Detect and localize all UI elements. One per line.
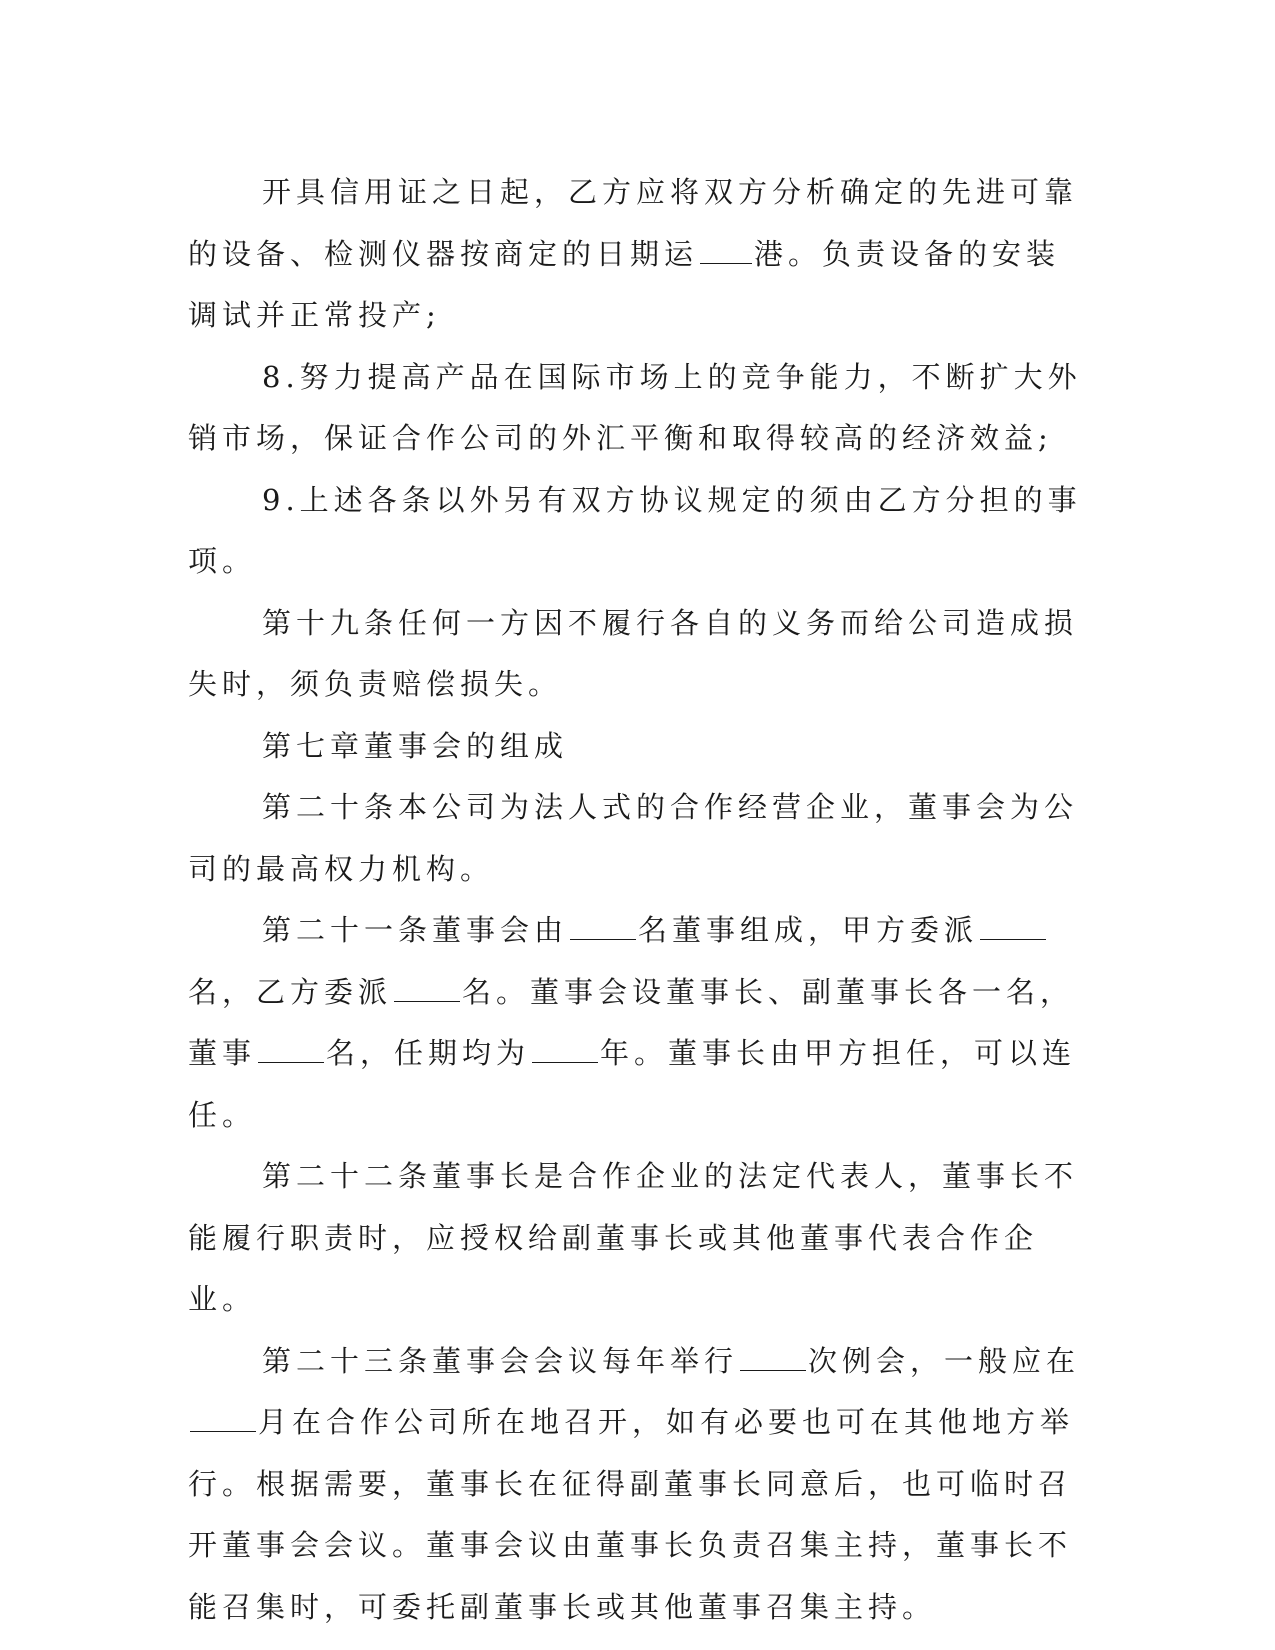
blank-field — [980, 913, 1046, 940]
text: 名。董事会设董事长、副董事长各一名，董事 — [188, 974, 1075, 1070]
text: 名，乙方委派 — [188, 974, 393, 1009]
blank-field — [394, 975, 460, 1002]
paragraph-item-8: 8.努力提高产品在国际市场上的竞争能力，不断扩大外销市场，保证合作公司的外汇平衡和取得较高的经济效益; — [188, 359, 1082, 455]
paragraph-article-23 — [188, 1331, 1083, 1639]
text: 月在合作公司所在地召开，如有必要也可在其他地方举行。根据需要，董事长在征得副董事长同意后，也可临时召开董事会会议。董事会议由董事长负责召集主持，董事长不能召集时，可委托副董事长或其他董事召集主持。 — [188, 1405, 1075, 1624]
blank-field — [570, 913, 636, 940]
text: 港。负责设备的安装调试并正常投产; — [188, 236, 1061, 332]
paragraph-item-9: 9.上述各条以外另有双方协议规定的须由乙方分担的事项。 — [188, 482, 1082, 578]
text: 名，任期均为 — [326, 1036, 531, 1070]
blank-field — [700, 237, 752, 264]
paragraph-article-21 — [188, 900, 1083, 1146]
text: 名董事组成，甲方委派 — [638, 913, 979, 947]
text: 第二十三条董事会会议每年举行 — [262, 1343, 739, 1378]
document-body — [188, 162, 1083, 1638]
blank-field — [190, 1405, 256, 1432]
text: 第二十一条董事会由 — [262, 913, 569, 947]
paragraph-equipment-delivery — [188, 162, 1083, 347]
blank-field — [740, 1344, 806, 1371]
paragraph-article-19: 第十九条任何一方因不履行各自的义务而给公司造成损失时，须负责赔偿损失。 — [188, 605, 1079, 701]
blank-field — [532, 1036, 598, 1063]
text: 年。董事长由甲方担任，可以连任。 — [188, 1036, 1077, 1132]
chapter-heading: 第七章董事会的组成 — [262, 728, 569, 763]
paragraph-article-22: 第二十二条董事长是合作企业的法定代表人，董事长不能履行职责时，应授权给副董事长或其他董事代表合作企业。 — [188, 1159, 1079, 1316]
text: 开具信用证之日起，乙方应将双方分析确定的先进可靠的设备、检测仪器按商定的日期运 — [188, 175, 1079, 271]
paragraph-article-20: 第二十条本公司为法人式的合作经营企业，董事会为公司的最高权力机构。 — [188, 790, 1079, 886]
text: 次例会，一般应在 — [808, 1343, 1081, 1378]
blank-field — [258, 1036, 324, 1063]
